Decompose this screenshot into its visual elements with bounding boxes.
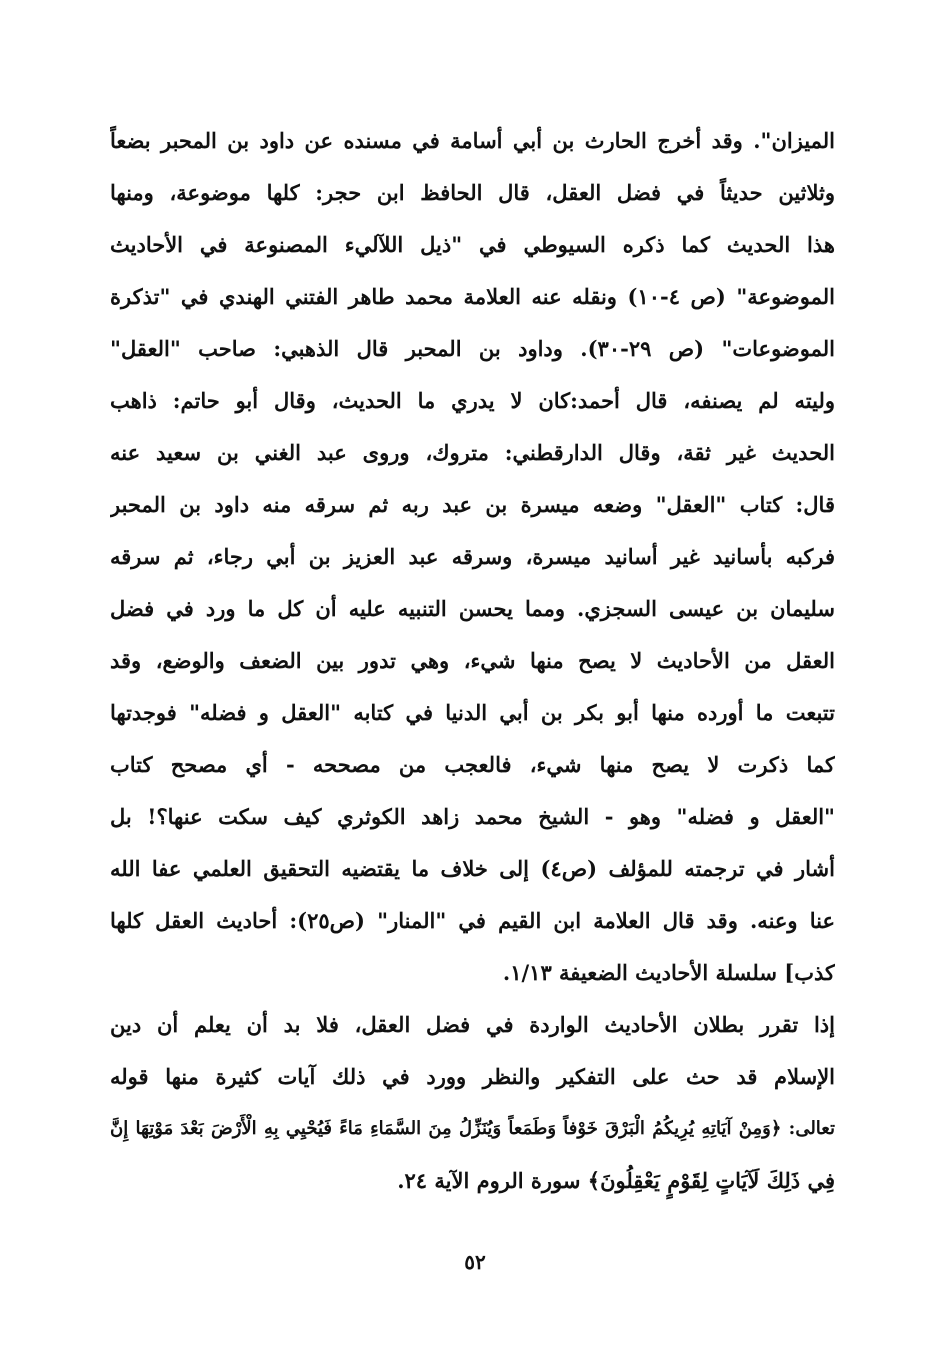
quran-verse-line-2: فِي ذَلِكَ لَآيَاتٍ لِقَوْمٍ يَعْقِلُونَ﴾ سورة الروم الآية ٢٤.	[397, 1168, 835, 1193]
text-line-9: فركبه بأسانيد غير أسانيد ميسرة، وسرقه عبد العزيز بن أبي رجاء، ثم سرقه	[110, 544, 835, 569]
text-line-1: الميزان". وقد أخرج الحارث بن أبي أسامة في مسنده عن داود بن المحبر بضعاً	[110, 128, 835, 153]
text-line-18: إذا تقرر بطلان الأحاديث الواردة في فضل العقل، فلا بد أن يعلم أن دين	[110, 1012, 835, 1037]
text-line-3: هذا الحديث كما ذكره السيوطي في "ذيل اللآليء المصنوعة في الأحاديث	[110, 232, 835, 257]
text-line-8: قال: كتاب "العقل" وضعه ميسرة بن عبد ربه ثم سرقه منه داود بن المحبر	[110, 492, 835, 517]
text-line-6: وليته لم يصنفه، قال أحمد:كان لا يدري ما الحديث، وقال أبو حاتم: ذاهب	[110, 388, 835, 413]
text-line-2: وثلاثين حديثاً في فضل العقل، قال الحافظ ابن حجر: كلها موضوعة، ومنها	[110, 180, 835, 205]
text-line-15: أشار في ترجمته للمؤلف (ص٤) إلى خلاف ما يقتضيه التحقيق العلمي عفا الله	[110, 856, 835, 881]
text-line-12: تتبعت ما أورده منها أبو بكر بن أبي الدنيا في كتابه "العقل و فضله" فوجدتها	[110, 700, 835, 725]
quran-verse-line-1: تعالى: ﴿وَمِنْ آيَاتِهِ يُرِيكُمُ الْبَرْقَ خَوْفاً وَطَمَعاً وَيُنَزِّلُ مِنَ السَّمَاءِ مَاءً فَيُحْيِي بِهِ الْأَرْضَ بَعْدَ مَوْتِهَا إِنَّ	[110, 1118, 835, 1139]
text-line-14: "العقل و فضله" وهو - الشيخ محمد زاهد الكوثري كيف سكت عنها؟! بل	[110, 804, 835, 829]
text-line-5: الموضوعات" (ص ٢٩-٣٠). وداود بن المحبر قال الذهبي: صاحب "العقل"	[110, 336, 835, 361]
text-line-16: عنا وعنه. وقد قال العلامة ابن القيم في "المنار" (ص٢٥): أحاديث العقل كلها	[110, 908, 835, 933]
page-number: ٥٢	[464, 1250, 486, 1274]
text-line-19: الإسلام قد حث على التفكير والنظر وورد في ذلك آيات كثيرة منها قوله	[110, 1064, 835, 1089]
text-line-13: كما ذكرت لا يصح منها شيء، فالعجب من مصححه - أي مصحح كتاب	[110, 752, 835, 777]
text-line-4: الموضوعة" (ص ٤-١٠) ونقله عنه العلامة محمد طاهر الفتني الهندي في "تذكرة	[110, 284, 835, 309]
text-line-11: العقل من الأحاديث لا يصح منها شيء، وهي تدور بين الضعف والوضع، وقد	[110, 648, 835, 673]
text-line-10: سليمان بن عيسى السجزي. ومما يحسن التنبيه عليه أن كل ما ورد في فضل	[110, 596, 835, 621]
text-line-17: كذب] سلسلة الأحاديث الضعيفة ١/١٣.	[502, 960, 835, 985]
text-line-7: الحديث غير ثقة، وقال الدارقطني: متروك، وروى عبد الغني بن سعيد عنه	[110, 440, 835, 465]
